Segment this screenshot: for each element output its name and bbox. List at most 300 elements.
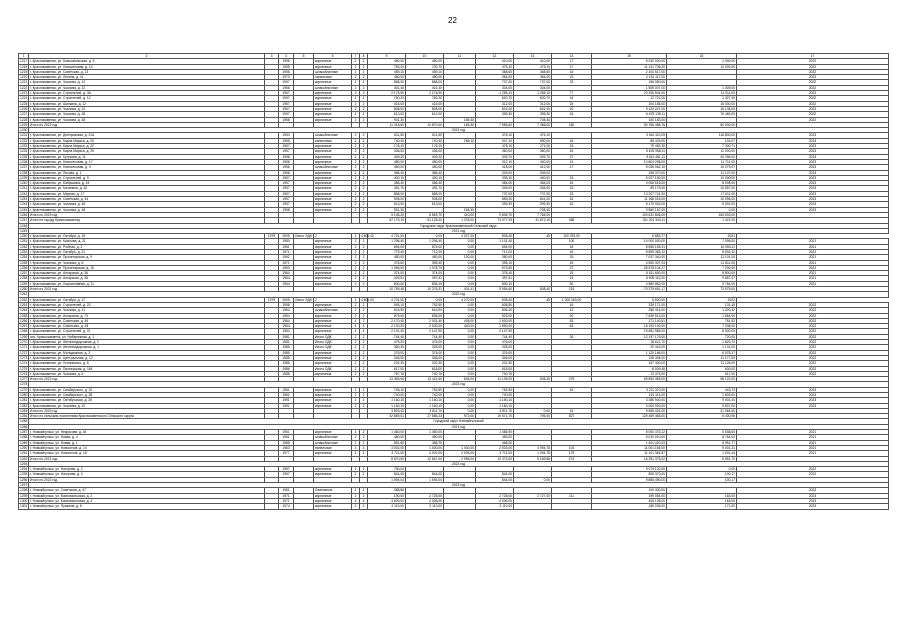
section-heading-cell: 2023 год [29, 483, 889, 488]
table-cell: 16 136,00 [667, 106, 737, 111]
table-cell: 1218 [20, 64, 28, 69]
table-cell: 508,40 [476, 297, 514, 302]
address-cell: г. Краснокаменск, ул. Октября, д. 17 [29, 297, 265, 302]
table-cell: 1238 [20, 170, 28, 175]
table-cell: 4 327,00 [444, 234, 476, 239]
table-cell: шлакоблочные [314, 308, 352, 313]
table-cell: 2 [352, 244, 360, 249]
address-cell: г. Краснокаменск, ул. Советская, д. 13 [29, 69, 265, 74]
table-cell: 436,00 [406, 149, 444, 154]
register-table-container [18, 53, 888, 510]
table-cell: шлакоблочные [314, 440, 352, 445]
table-cell: 1232 [20, 138, 28, 143]
table-cell: 2022 [737, 85, 889, 90]
table-cell: 2 [352, 197, 360, 202]
column-number-cell: 13 [514, 54, 552, 59]
table-cell: 573,60 [476, 265, 514, 270]
table-cell: 0,00 [444, 260, 476, 265]
address-cell: г. Краснокаменск, ул. Кутузова, д. 11 [29, 154, 265, 159]
address-cell: г. Краснокаменск, ул. Днепровская, д. 21А [29, 133, 265, 138]
address-cell: г. Краснокаменск, ул. Карла Маркса, д. 22 [29, 144, 265, 149]
table-cell: 4 [352, 498, 360, 503]
table-cell: 12 721,00 [592, 96, 667, 101]
address-cell: г. Краснокаменск, ул. Новоселовая, д. 17 [29, 159, 265, 164]
table-cell: 1268 [20, 329, 28, 334]
table-cell: 1229 [20, 122, 28, 127]
table-cell: 0,00 [444, 308, 476, 313]
table-cell: 2022 [737, 324, 889, 329]
table-cell: 7 096,00 [667, 239, 737, 244]
table-cell: 868,00 [406, 80, 444, 85]
table-cell: 2 [352, 239, 360, 244]
table-cell: 1 401 420,03 [592, 440, 667, 445]
table-cell: 26 [552, 334, 592, 339]
table-cell: 2 [352, 393, 360, 398]
table-cell: 1961 [279, 244, 294, 249]
table-cell: 384,00 [476, 181, 514, 186]
table-cell: кирпичные [314, 393, 352, 398]
table-cell: 2 [352, 165, 360, 170]
table-cell: 1 594,04 [368, 477, 406, 482]
table-cell: 1954 [279, 133, 294, 138]
row-number-cell: 1286 [20, 424, 28, 429]
table-cell: 1957 [279, 106, 294, 111]
table-cell: 2 [360, 159, 368, 164]
table-cell: 1221 [20, 80, 28, 85]
address-cell: Итого по 2023 год [29, 408, 265, 413]
table-cell: 1 296,40 [406, 239, 444, 244]
table-cell: 8 008,00 [667, 181, 737, 186]
table-cell: 17 [552, 59, 592, 64]
table-cell: 2021 [737, 271, 889, 276]
table-cell: 388,86 [368, 488, 406, 493]
table-cell: 118 800,00 [667, 133, 737, 138]
table-cell: 752,50 [476, 387, 514, 392]
table-cell: 1279 [20, 387, 28, 392]
table-cell: 1259 [20, 281, 28, 286]
table-cell: 1958 [279, 117, 294, 122]
table-cell: 1 [352, 234, 360, 239]
table-cell: 0,00 [444, 276, 476, 281]
table-cell: 1240 [20, 181, 28, 186]
table-cell: Иного ОДК [314, 340, 352, 345]
table-cell: кирпичные [314, 281, 352, 286]
table-cell: 328,00 [476, 345, 514, 350]
table-cell: 100,17 [667, 477, 737, 482]
address-cell: г. Краснокаменск, ул. Новоселовая, д. 3 [29, 165, 265, 170]
table-cell: 1 460,00 [368, 430, 406, 435]
table-cell: 601,00 [514, 106, 552, 111]
address-cell: г. Краснокаменск, ул. Ленина, д. 11 [29, 75, 265, 80]
table-cell: 720,70 [406, 64, 444, 69]
table-cell: 11 011,00 [667, 91, 737, 96]
table-cell: 2021 [737, 445, 889, 450]
table-cell: 176,10 [368, 144, 406, 149]
address-cell: Итого по 2022 год [29, 477, 265, 482]
table-cell: 2 [360, 101, 368, 106]
table-cell: 386,40 [368, 181, 406, 186]
table-cell: 1245 [20, 207, 28, 212]
table-cell: 1 101,40 [476, 239, 514, 244]
table-cell: 8 870,00 [368, 456, 406, 461]
table-cell: 2023 [737, 493, 889, 498]
table-cell: 1251 [20, 239, 28, 244]
table-cell: 617,00 [667, 371, 737, 376]
table-cell: 9 860 167,00 [592, 207, 667, 212]
table-cell: 1957 [279, 191, 294, 196]
table-cell: 2022 [737, 340, 889, 345]
address-cell: г. Краснокаменск, ул. Центральная, д. 12 [29, 355, 265, 360]
table-cell: 1239 [20, 175, 28, 180]
table-cell: 4 [352, 318, 360, 323]
address-cell: г. Краснокаменск, ул. Строителей, д. 9 [29, 175, 265, 180]
table-cell: 5 010 010,00 [592, 435, 667, 440]
table-cell: 4 [360, 324, 368, 329]
table-cell: 740,76 [476, 371, 514, 376]
table-cell: 1974 [279, 504, 294, 509]
table-cell: 400,10 [406, 175, 444, 180]
table-cell: 19 571,70 [476, 414, 514, 419]
table-cell: 400,10 [368, 175, 406, 180]
table-cell: 476,10 [476, 133, 514, 138]
table-cell: 2 [352, 271, 360, 276]
table-cell: 1242 [20, 191, 28, 196]
table-cell: 2 [352, 302, 360, 307]
table-cell: 1253 [20, 249, 28, 254]
table-cell: 712,00 [406, 249, 444, 254]
address-cell: г. Новоайгульск, ул. Нагорная, д. 2 [29, 467, 265, 472]
table-cell: 740,00 [476, 393, 514, 398]
table-cell: 1272 [20, 350, 28, 355]
table-cell: 11 101,00 [667, 255, 737, 260]
table-cell: 740,00 [406, 393, 444, 398]
table-cell: 1288 [20, 435, 28, 440]
table-cell: 836,00 [406, 313, 444, 318]
table-cell: кирпичные [314, 80, 352, 85]
table-cell: 945,10 [368, 302, 406, 307]
table-cell: 2 [360, 244, 368, 249]
section-heading-cell: 2023 год [29, 382, 889, 387]
table-cell: 16 [552, 197, 592, 202]
table-cell: кирпичные [314, 493, 352, 498]
table-cell: 2021 [737, 244, 889, 249]
table-cell: 20 [552, 106, 592, 111]
table-cell: 2023 [737, 133, 889, 138]
table-cell: 1254 [20, 255, 28, 260]
table-cell: 1991 [279, 403, 294, 408]
table-cell: 901,30 [368, 117, 406, 122]
table-cell: кирпичные [314, 403, 352, 408]
table-cell: 1961 [279, 387, 294, 392]
table-cell: 2 [352, 345, 360, 350]
table-cell: 2 [352, 249, 360, 254]
table-cell: 4 [360, 451, 368, 456]
table-cell: 2 [360, 281, 368, 286]
table-cell: 1957 [279, 101, 294, 106]
table-cell: 360,30 [368, 345, 406, 350]
table-cell: 1957 [279, 467, 294, 472]
table-cell: 2022 [737, 329, 889, 334]
table-cell: 2023 [737, 159, 889, 164]
table-cell: Иного ОДК [295, 234, 312, 239]
table-cell: 11 000,00 [667, 149, 737, 154]
table-cell: кирпичные [314, 302, 352, 307]
table-cell: 395,40 [406, 260, 444, 265]
table-cell: кирпичные [314, 191, 352, 196]
table-cell: 1961 [279, 430, 294, 435]
table-cell: 13 383,06 [368, 377, 406, 382]
table-cell: 1 160,10 [368, 403, 406, 408]
table-cell: 8 764,00 [667, 435, 737, 440]
table-cell: 6 883,77 [592, 234, 667, 239]
table-cell: 1996 [279, 154, 294, 159]
table-cell: 9 857,07 [667, 276, 737, 281]
table-cell: 6 551,70 [667, 456, 737, 461]
table-cell: 10 759,48 [368, 287, 406, 292]
table-cell: 2022 [737, 318, 889, 323]
table-cell: 450,00 [406, 165, 444, 170]
table-cell: 2022 [737, 302, 889, 307]
table-cell: 1964 [279, 281, 294, 286]
table-cell: 1 056,00 [368, 265, 406, 270]
table-cell: 384,00 [514, 181, 552, 186]
table-cell: 480,00 [368, 435, 406, 440]
table-cell: 312,00 [476, 101, 514, 106]
table-cell: 468,70 [406, 440, 444, 445]
table-cell: 2021 [737, 435, 889, 440]
table-cell: 1 160,10 [476, 403, 514, 408]
table-cell: 1964 [279, 324, 294, 329]
table-cell: кирпичные [314, 265, 352, 270]
table-cell: 364,00 [514, 75, 552, 80]
table-cell: 1981 [279, 334, 294, 339]
table-cell: 16 251 375,02 [592, 456, 667, 461]
table-cell: кирпичные [314, 186, 352, 191]
table-cell: 11 177,00 [667, 355, 737, 360]
table-cell: 304,00 [476, 85, 514, 90]
address-cell: г. Краснокаменск, ул. Рыбная, д. 2 [29, 244, 265, 249]
table-cell: 2 [360, 350, 368, 355]
table-cell: 0,00 [444, 398, 476, 403]
table-cell: 401,40 [406, 85, 444, 90]
row-number-cell: 1230 [20, 128, 28, 133]
table-cell: 1290 [20, 445, 28, 450]
table-cell: 1276 [20, 371, 28, 376]
table-cell: 20 [552, 313, 592, 318]
address-cell: г. Краснокаменск, ул. Советская, д. 28 [29, 324, 265, 329]
table-cell: 1962 [279, 393, 294, 398]
table-cell: 409,20 [368, 154, 406, 159]
table-cell: 2022 [737, 64, 889, 69]
table-cell: 5 000 375,12 [592, 430, 667, 435]
table-cell: 2022 [737, 472, 889, 477]
table-cell: 25 575 104,27 [592, 265, 667, 270]
table-cell: 2 176,90 [406, 91, 444, 96]
table-cell: 3 002,00 [368, 445, 406, 450]
table-cell: кирпичные [314, 350, 352, 355]
table-cell: 311 001 340,11 [592, 218, 667, 223]
table-cell: 346,00 [406, 355, 444, 360]
table-cell: 10 557,00 [667, 186, 737, 191]
table-cell: 171 140,51 [592, 318, 667, 323]
table-cell: 844,00 [406, 472, 444, 477]
table-cell: 2 [360, 276, 368, 281]
table-cell: 1295 [20, 472, 28, 477]
table-cell: 1289 [20, 440, 28, 445]
table-cell: 2 [352, 366, 360, 371]
table-cell: 2022 [737, 313, 889, 318]
table-cell: панельные [314, 445, 352, 450]
table-cell: 4 [352, 324, 360, 329]
table-cell: 1986 [279, 371, 294, 376]
table-cell: 395,10 [476, 260, 514, 265]
address-cell: г. Краснокаменск, ул. Молодежная, д. 3 [29, 350, 265, 355]
address-cell: пос. Краснокаменск, ул. Набережная, д. 1 [29, 334, 265, 339]
table-cell: 3 211 370,00 [592, 387, 667, 392]
row-number-cell: 1249 [20, 228, 28, 233]
table-cell: 475,10 [476, 64, 514, 69]
table-cell: 4 701,00 [368, 297, 406, 302]
table-cell: 1300 [20, 498, 28, 503]
table-cell: 2023 [737, 202, 889, 207]
table-cell: 2023 [737, 488, 889, 493]
table-cell: 63 [552, 318, 592, 323]
table-cell: 1 160,10 [368, 398, 406, 403]
table-cell: 17 [552, 165, 592, 170]
table-cell: 12 [552, 308, 592, 313]
table-cell: 2 [360, 133, 368, 138]
table-cell: 9 885 490,00 [592, 477, 667, 482]
table-cell: 2022 [737, 355, 889, 360]
table-cell: 2 [360, 165, 368, 170]
table-cell: 2 005,00 [444, 451, 476, 456]
table-cell: 23 [552, 80, 592, 85]
table-cell: 2 [352, 85, 360, 90]
table-cell: 27 [552, 154, 592, 159]
table-cell: 4 801,00 [361, 297, 374, 302]
table-cell: 415,00 [368, 101, 406, 106]
table-cell: кирпичные [314, 170, 352, 175]
table-cell: 508,40 [514, 377, 552, 382]
table-cell: 1233 [20, 144, 28, 149]
table-cell: 15 [552, 276, 592, 281]
address-cell: г. Краснокаменск, ул. Пролетарская, д. 15 [29, 265, 265, 270]
table-cell: 23 [552, 191, 592, 196]
table-cell: 256,10 [444, 138, 476, 143]
address-cell: Итого по 2022 год [29, 377, 265, 382]
table-cell: 1957 [279, 181, 294, 186]
table-cell: 89 179,00 [592, 186, 667, 191]
table-cell: 2 [360, 488, 368, 493]
address-cell: г. Краснокаменск, ул. Чкалова, д. 48 [29, 207, 265, 212]
table-cell: 386,40 [406, 181, 444, 186]
table-cell: 0,00 [444, 355, 476, 360]
table-cell: 2021 [737, 430, 889, 435]
table-cell: 16 [552, 249, 592, 254]
column-number-cell: 3 [265, 54, 279, 59]
table-cell: кирпичные [314, 59, 352, 64]
table-cell: 2021 [737, 255, 889, 260]
table-cell: 4 [352, 451, 360, 456]
table-cell: 740,00 [368, 393, 406, 398]
table-cell: 410,00 [514, 59, 552, 64]
table-cell: 1961 [279, 488, 294, 493]
table-cell: 2 [352, 64, 360, 69]
table-cell: 12 479,00 [592, 371, 667, 376]
table-row [19, 504, 889, 509]
table-cell: 171,00 [667, 504, 737, 509]
table-cell: 1256 [20, 265, 28, 270]
table-cell: 1 [352, 297, 360, 302]
table-cell: 2 [352, 112, 360, 117]
address-cell: г. Краснокаменск, ул. Железнодорожная, д. 2 [29, 340, 265, 345]
address-cell: г. Новоайгульск, ул. Комсомольская, д. 2 [29, 493, 265, 498]
table-cell: 2021 [737, 239, 889, 244]
table-cell: 2 [360, 398, 368, 403]
table-cell: 8 800,00 [667, 271, 737, 276]
row-number-cell: 1261 [20, 292, 28, 297]
table-cell: 753,20 [368, 64, 406, 69]
table-cell: 468,00 [476, 440, 514, 445]
table-cell: кирпичные [314, 64, 352, 69]
table-cell: 1228 [20, 117, 28, 122]
table-cell: 2 [360, 144, 368, 149]
table-cell: 0,00 [444, 340, 476, 345]
address-cell: г. Новоайгульск, ул. Пушкина, д. 6 [29, 504, 265, 509]
table-cell: 0,00 [406, 297, 444, 302]
table-cell: 2 728,00 [406, 493, 444, 498]
table-cell: 0,00 [514, 408, 552, 413]
table-cell: 73 979,00 [667, 287, 737, 292]
table-cell: 2 [352, 191, 360, 196]
table-cell: 440,00 [514, 159, 552, 164]
table-cell: 1 160,10 [476, 398, 514, 403]
table-cell: 10 804 298,00 [592, 159, 667, 164]
column-number-cell: 10 [406, 54, 444, 59]
table-cell: 4 [352, 445, 360, 450]
table-cell: 2 [360, 255, 368, 260]
table-cell: 1 000,42 [667, 308, 737, 313]
table-cell: 836,10 [406, 281, 444, 286]
table-cell: кирпичные [314, 271, 352, 276]
table-cell: 4 711,00 [476, 451, 514, 456]
table-cell: 1 000,00 [406, 445, 444, 450]
section-heading-cell: 2021 год [29, 424, 889, 429]
column-number-cell: 14 [552, 54, 592, 59]
table-cell: 1963 [279, 265, 294, 270]
table-cell: 16 [552, 112, 592, 117]
table-cell: 129 469 465,00 [592, 414, 667, 419]
table-cell: 2 [360, 85, 368, 90]
table-cell: 8 951,77 [667, 440, 737, 445]
table-cell: шлакоблочные [314, 435, 352, 440]
table-cell: 165,30 [444, 117, 476, 122]
table-cell: кирпичные [314, 101, 352, 106]
address-cell: г. Краснокаменск, ул. Комсомольская, д. 5 [29, 59, 265, 64]
table-cell: 2021 [737, 249, 889, 254]
section-heading-cell: Городское округ Краснокаменский Сельский округ [29, 223, 889, 228]
table-cell: 760,20 [406, 96, 444, 101]
table-cell: 1 285,10 [514, 91, 552, 96]
table-cell: 2 [352, 170, 360, 175]
table-cell: 2023 [737, 498, 889, 503]
table-cell: 2005 [279, 297, 294, 302]
table-cell: 1 000,00 [667, 59, 737, 64]
address-cell: г. Краснокаменск, ул. Калинина, д. 42 [29, 186, 265, 191]
table-cell: 1243 [20, 197, 28, 202]
table-cell: 10 279,07 [667, 165, 737, 170]
table-cell: 1234 [20, 149, 28, 154]
